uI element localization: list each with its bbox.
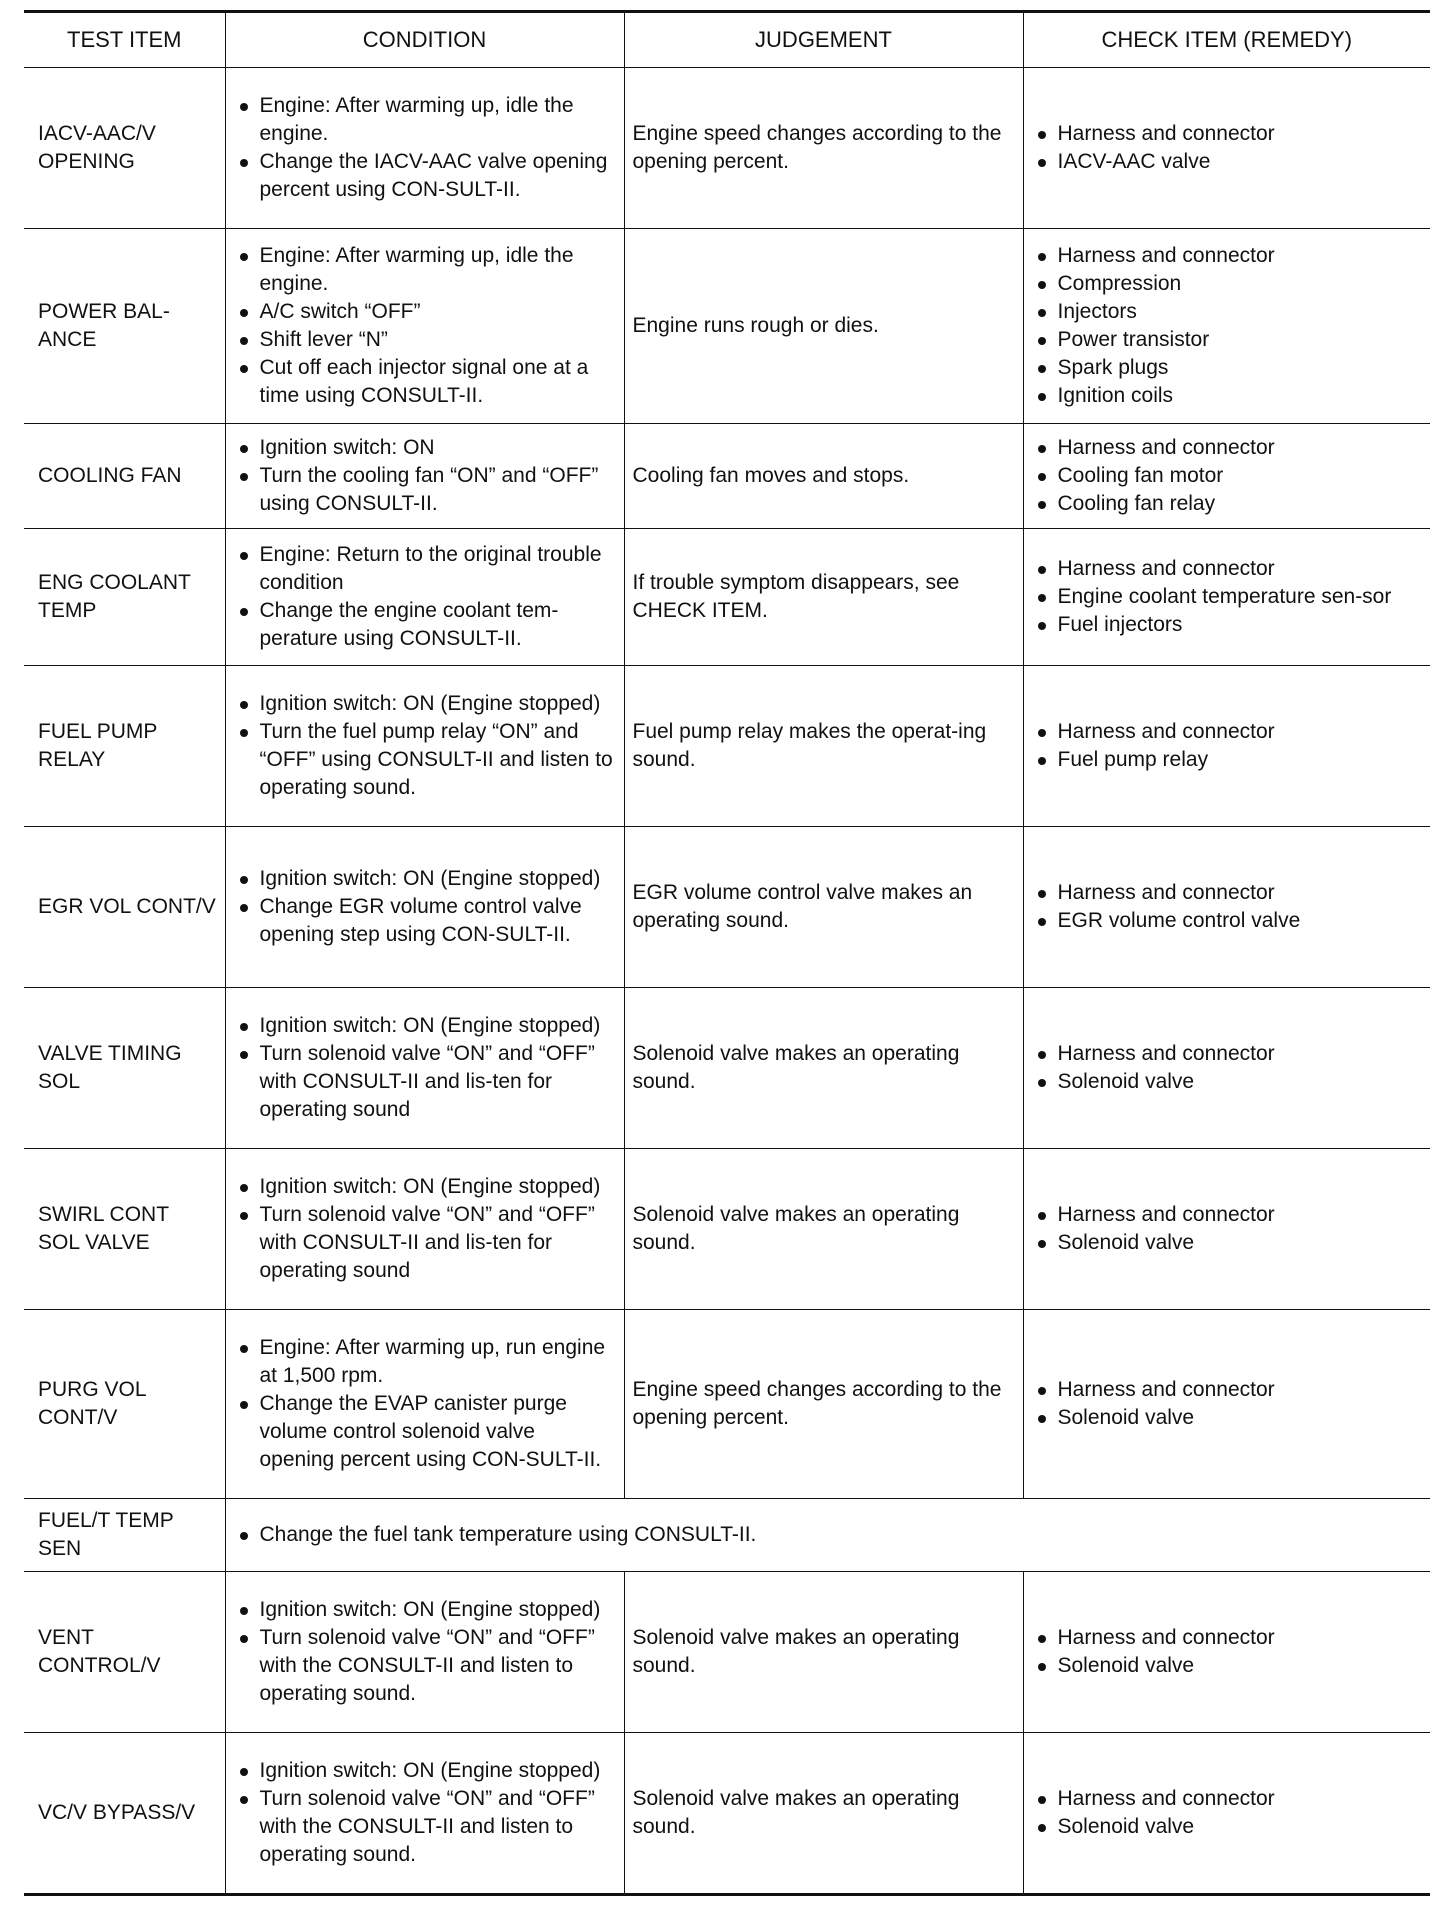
condition-bullet: A/C switch “OFF”: [234, 298, 616, 326]
table-row: [24, 1499, 1430, 1572]
check-bullet: Cooling fan relay: [1032, 490, 1423, 518]
check-bullet: Spark plugs: [1032, 354, 1423, 382]
check-bullet: Injectors: [1032, 298, 1423, 326]
condition-cell: [225, 1149, 624, 1310]
condition-cell: [225, 1572, 624, 1733]
check-bullet: Harness and connector: [1032, 242, 1423, 270]
active-test-table: [24, 10, 1430, 1896]
check-bullet: Harness and connector: [1032, 1624, 1423, 1652]
check-bullet: Harness and connector: [1032, 718, 1423, 746]
test-item-cell: VALVE TIMING SOL: [24, 988, 225, 1149]
condition-bullet: Ignition switch: ON (Engine stopped): [234, 1012, 616, 1040]
condition-bullet: Ignition switch: ON (Engine stopped): [234, 690, 616, 718]
check-bullet: Solenoid valve: [1032, 1068, 1423, 1096]
condition-bullet: Ignition switch: ON (Engine stopped): [234, 865, 616, 893]
header-condition: CONDITION: [225, 12, 624, 68]
condition-bullet: Engine: After warming up, run engine at 1,500 rpm.: [234, 1334, 616, 1390]
test-item-cell: SWIRL CONT SOL VALVE: [24, 1149, 225, 1310]
check-bullet: Solenoid valve: [1032, 1813, 1423, 1841]
check-item-cell: [1023, 424, 1430, 529]
header-test-item: TEST ITEM: [24, 12, 225, 68]
check-bullet: Compression: [1032, 270, 1423, 298]
table-row: [24, 1149, 1430, 1310]
check-bullet: Harness and connector: [1032, 1040, 1423, 1068]
check-item-cell: [1023, 1310, 1430, 1499]
check-bullet: Harness and connector: [1032, 1785, 1423, 1813]
judgement-cell: Engine runs rough or dies.: [624, 229, 1023, 424]
condition-cell: [225, 68, 624, 229]
table-row: [24, 666, 1430, 827]
condition-bullet: Turn solenoid valve “ON” and “OFF” with CONSULT-II and lis-ten for operating sound: [234, 1201, 616, 1285]
judgement-cell: Solenoid valve makes an operating sound.: [624, 1149, 1023, 1310]
condition-bullet: Ignition switch: ON (Engine stopped): [234, 1757, 616, 1785]
table-row: [24, 229, 1430, 424]
check-bullet: Solenoid valve: [1032, 1652, 1423, 1680]
table-row: [24, 529, 1430, 666]
condition-cell: [225, 1733, 624, 1895]
check-item-cell: [1023, 827, 1430, 988]
header-judgement: JUDGEMENT: [624, 12, 1023, 68]
judgement-cell: Solenoid valve makes an operating sound.: [624, 988, 1023, 1149]
test-item-cell: IACV-AAC/V OPENING: [24, 68, 225, 229]
condition-bullet: Turn the cooling fan “ON” and “OFF” using CONSULT-II.: [234, 462, 616, 518]
test-item-cell: FUEL/T TEMP SEN: [24, 1499, 225, 1572]
condition-bullet: Change the EVAP canister purge volume control solenoid valve opening percent using CON-SULT-II.: [234, 1390, 616, 1474]
check-item-cell: [1023, 988, 1430, 1149]
condition-cell: [225, 827, 624, 988]
table-row: [24, 68, 1430, 229]
test-item-cell: PURG VOL CONT/V: [24, 1310, 225, 1499]
test-item-cell: VENT CONTROL/V: [24, 1572, 225, 1733]
condition-cell: [225, 666, 624, 827]
table-row: [24, 1572, 1430, 1733]
check-item-cell: [1023, 529, 1430, 666]
condition-bullet: Engine: Return to the original trouble condition: [234, 541, 616, 597]
condition-bullet: Engine: After warming up, idle the engine.: [234, 242, 616, 298]
condition-bullet: Turn solenoid valve “ON” and “OFF” with the CONSULT-II and listen to operating sound.: [234, 1785, 616, 1869]
condition-cell: [225, 529, 624, 666]
condition-bullet: Ignition switch: ON (Engine stopped): [234, 1173, 616, 1201]
test-item-cell: ENG COOLANT TEMP: [24, 529, 225, 666]
judgement-cell: Engine speed changes according to the opening percent.: [624, 1310, 1023, 1499]
check-bullet: Harness and connector: [1032, 1376, 1423, 1404]
table-row: [24, 827, 1430, 988]
condition-bullet: Shift lever “N”: [234, 326, 616, 354]
check-item-cell: [1023, 1149, 1430, 1310]
judgement-cell: Solenoid valve makes an operating sound.: [624, 1572, 1023, 1733]
active-test-table-container: [24, 10, 1430, 1896]
condition-cell: [225, 424, 624, 529]
condition-bullet: Turn solenoid valve “ON” and “OFF” with the CONSULT-II and listen to operating sound.: [234, 1624, 616, 1708]
judgement-cell: EGR volume control valve makes an operating sound.: [624, 827, 1023, 988]
check-bullet: Solenoid valve: [1032, 1404, 1423, 1432]
condition-cell: [225, 229, 624, 424]
condition-bullet: Ignition switch: ON (Engine stopped): [234, 1596, 616, 1624]
test-item-cell: POWER BAL-ANCE: [24, 229, 225, 424]
check-bullet: Harness and connector: [1032, 434, 1423, 462]
check-item-cell: [1023, 229, 1430, 424]
judgement-cell: Cooling fan moves and stops.: [624, 424, 1023, 529]
judgement-cell: Solenoid valve makes an operating sound.: [624, 1733, 1023, 1895]
condition-cell: [225, 1310, 624, 1499]
table-row: [24, 988, 1430, 1149]
check-item-cell: [1023, 68, 1430, 229]
check-bullet: Solenoid valve: [1032, 1229, 1423, 1257]
condition-bullet: Change the IACV-AAC valve opening percent using CON-SULT-II.: [234, 148, 616, 204]
check-bullet: IACV-AAC valve: [1032, 148, 1423, 176]
table-row: [24, 424, 1430, 529]
condition-bullet: Change the fuel tank temperature using CONSULT-II.: [234, 1521, 1423, 1549]
condition-cell-merged: [225, 1499, 1430, 1572]
check-bullet: Cooling fan motor: [1032, 462, 1423, 490]
check-bullet: EGR volume control valve: [1032, 907, 1423, 935]
test-item-cell: FUEL PUMP RELAY: [24, 666, 225, 827]
check-bullet: Harness and connector: [1032, 1201, 1423, 1229]
check-bullet: Fuel injectors: [1032, 611, 1423, 639]
condition-bullet: Change EGR volume control valve opening step using CON-SULT-II.: [234, 893, 616, 949]
check-bullet: Harness and connector: [1032, 879, 1423, 907]
condition-bullet: Ignition switch: ON: [234, 434, 616, 462]
condition-bullet: Turn solenoid valve “ON” and “OFF” with CONSULT-II and lis-ten for operating sound: [234, 1040, 616, 1124]
check-item-cell: [1023, 1733, 1430, 1895]
judgement-cell: Engine speed changes according to the opening percent.: [624, 68, 1023, 229]
check-bullet: Ignition coils: [1032, 382, 1423, 410]
test-item-cell: EGR VOL CONT/V: [24, 827, 225, 988]
check-item-cell: [1023, 1572, 1430, 1733]
condition-cell: [225, 988, 624, 1149]
test-item-cell: VC/V BYPASS/V: [24, 1733, 225, 1895]
judgement-cell: Fuel pump relay makes the operat-ing sound.: [624, 666, 1023, 827]
table-header-row: [24, 12, 1430, 68]
check-bullet: Engine coolant temperature sen-sor: [1032, 583, 1423, 611]
check-bullet: Harness and connector: [1032, 555, 1423, 583]
header-check-item: CHECK ITEM (REMEDY): [1023, 12, 1430, 68]
test-item-cell: COOLING FAN: [24, 424, 225, 529]
table-row: [24, 1733, 1430, 1895]
condition-bullet: Change the engine coolant tem-perature using CONSULT-II.: [234, 597, 616, 653]
condition-bullet: Engine: After warming up, idle the engine.: [234, 92, 616, 148]
check-item-cell: [1023, 666, 1430, 827]
condition-bullet: Turn the fuel pump relay “ON” and “OFF” using CONSULT-II and listen to operating sound.: [234, 718, 616, 802]
judgement-cell: If trouble symptom disappears, see CHECK ITEM.: [624, 529, 1023, 666]
check-bullet: Fuel pump relay: [1032, 746, 1423, 774]
table-row: [24, 1310, 1430, 1499]
check-bullet: Power transistor: [1032, 326, 1423, 354]
check-bullet: Harness and connector: [1032, 120, 1423, 148]
condition-bullet: Cut off each injector signal one at a time using CONSULT-II.: [234, 354, 616, 410]
